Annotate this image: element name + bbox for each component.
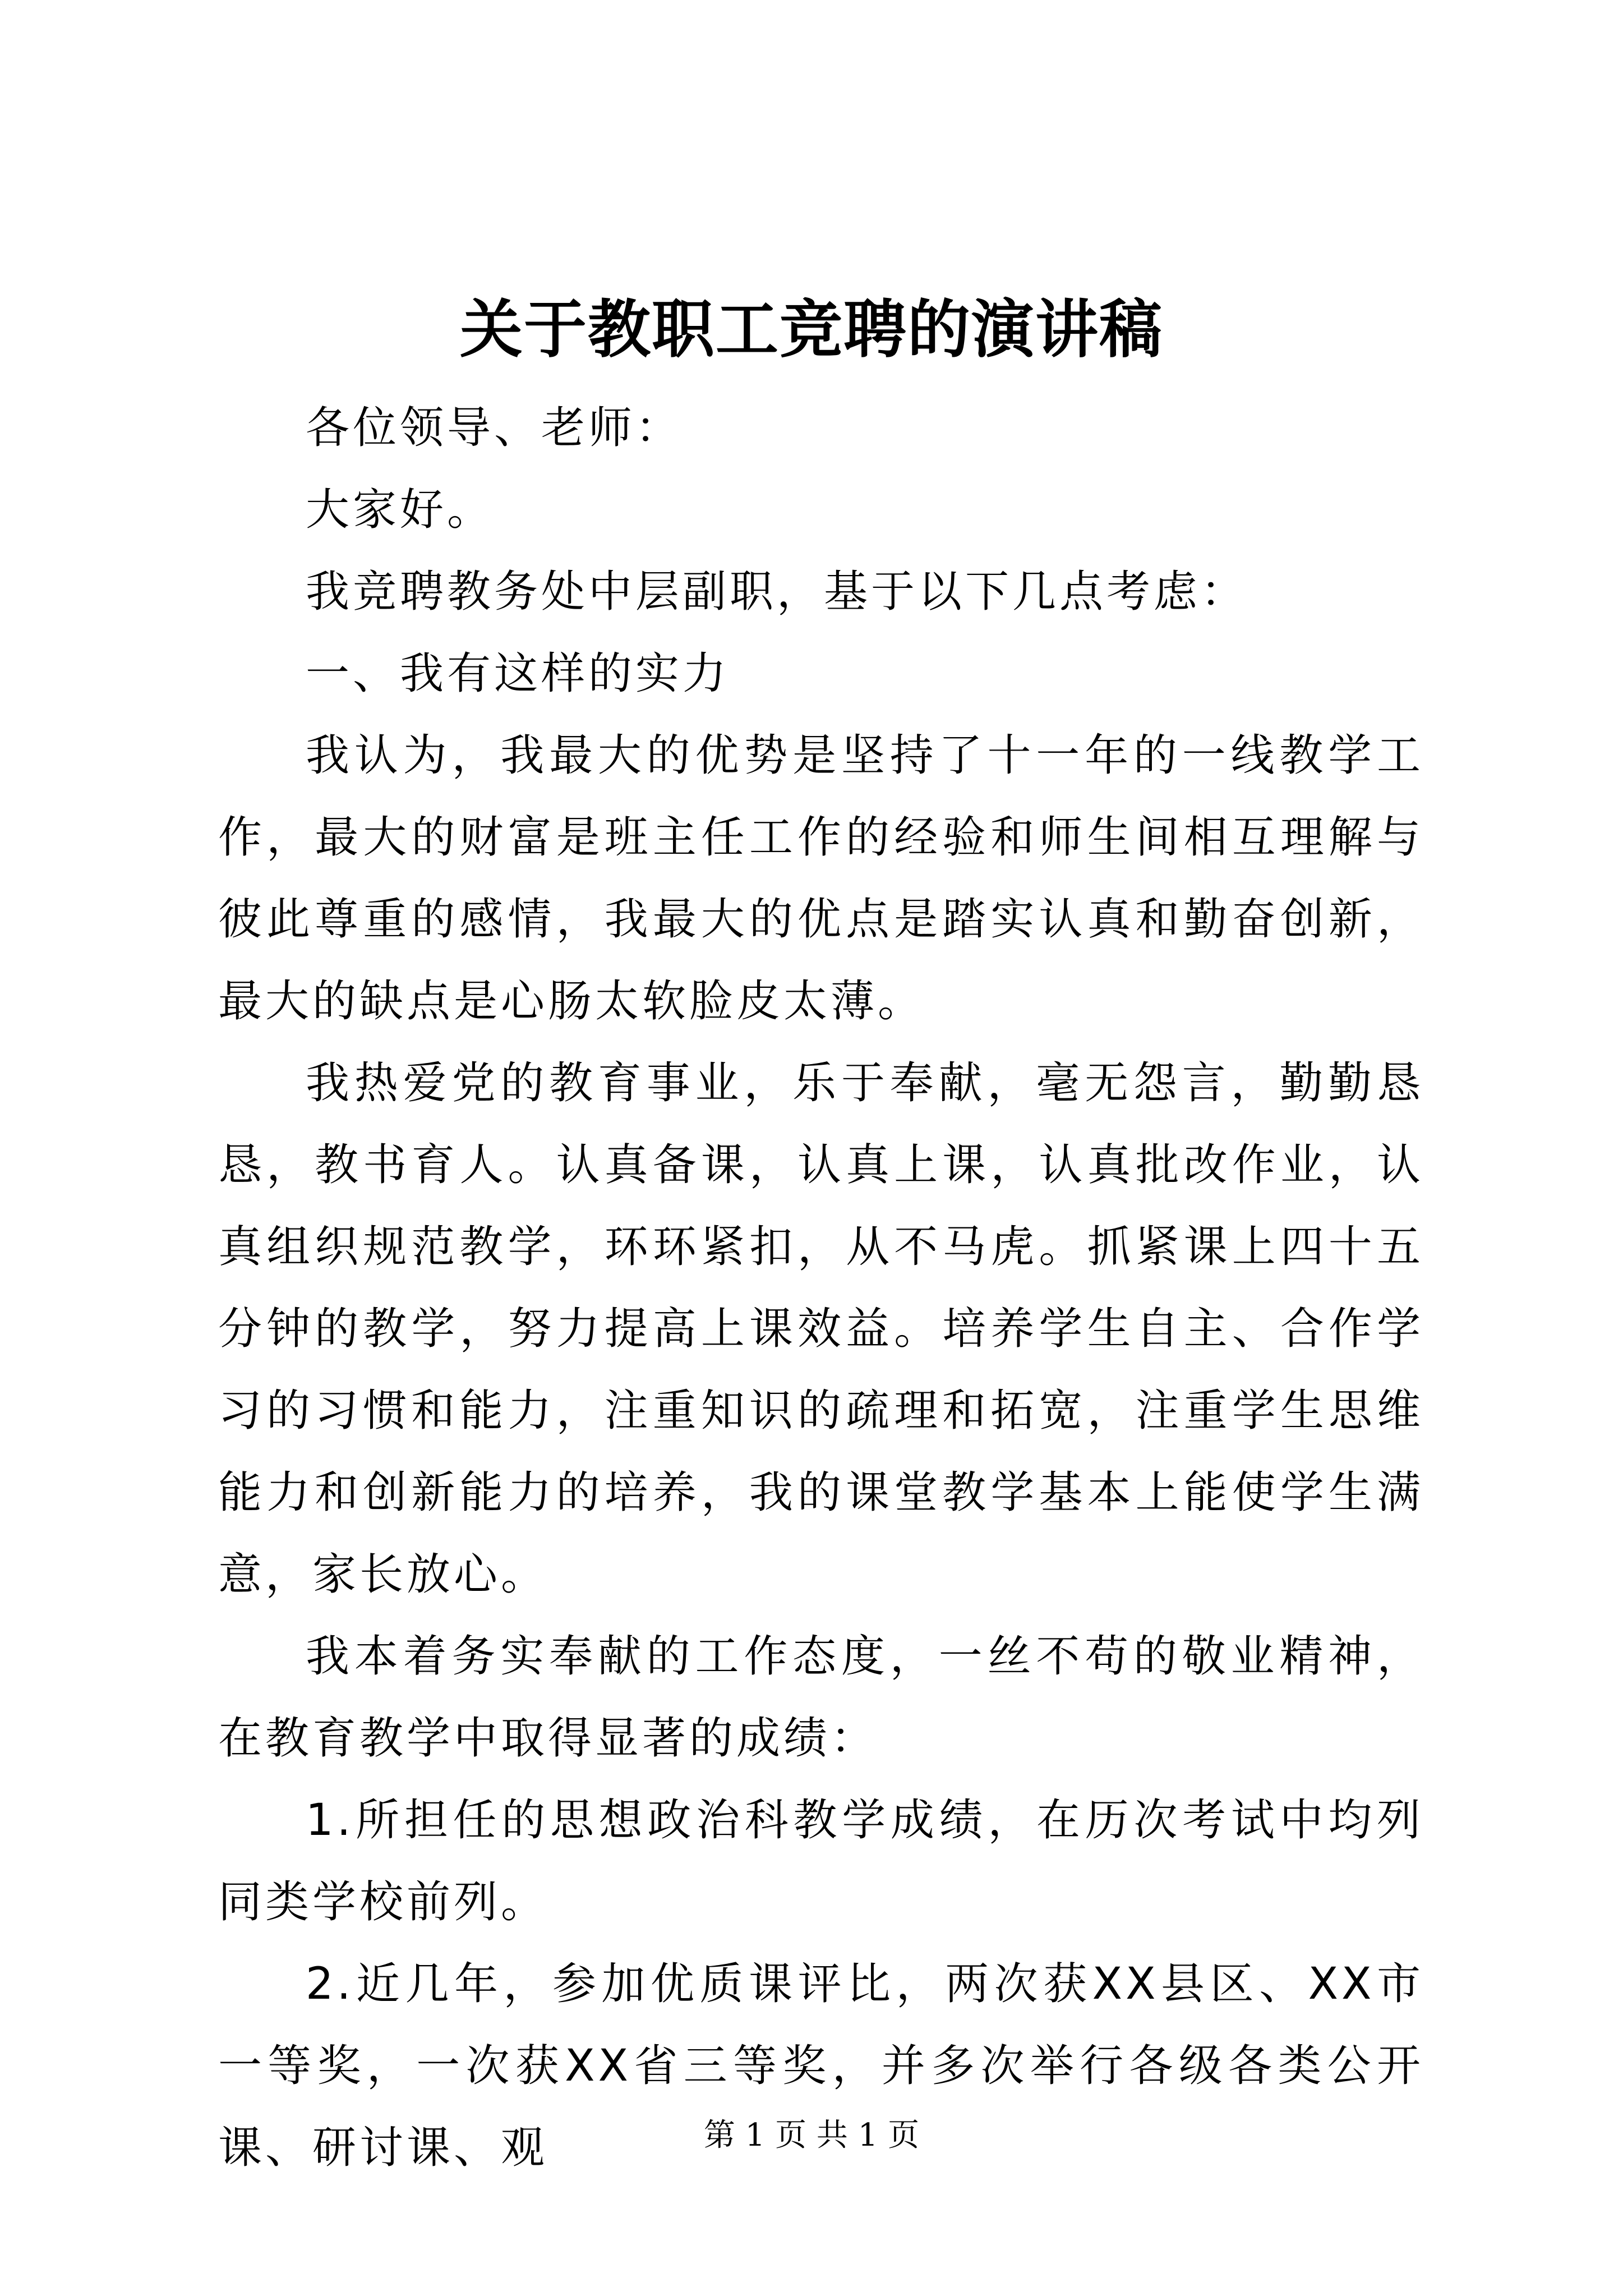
list-item-2: 2.近几年，参加优质课评比，两次获XX县区、XX市一等奖，一次获XX省三等奖，并多次举行各级各类公开课、研讨课、观: [218, 1959, 1424, 2173]
document-body: [218, 387, 1424, 2189]
paragraph-strengths: 我认为，我最大的优势是坚持了十一年的一线教学工作，最大的财富是班主任工作的经验和师生间相互理解与彼此尊重的感情，我最大的优点是踏实认真和勤奋创新，最大的缺点是心肠太软脸皮太薄。: [218, 730, 1424, 1027]
page-footer: 第 1 页 共 1 页: [703, 2117, 920, 2154]
paragraph-intro: 我竞聘教务处中层副职，基于以下几点考虑：: [306, 567, 1248, 617]
paragraph-achievements: 我本着务实奉献的工作态度，一丝不苟的敬业精神，在教育教学中取得显著的成绩：: [218, 1631, 1424, 1764]
section-heading-1: 一、我有这样的实力: [306, 648, 730, 699]
document-title: 关于教职工竞聘的演讲稿: [460, 293, 1163, 366]
paragraph-greeting: 大家好。: [306, 485, 495, 535]
paragraph-dedication: 我热爱党的教育事业，乐于奉献，毫无怨言，勤勤恳恳，教书育人。认真备课，认真上课，认真批改作业，认真组织规范教学，环环紧扣，从不马虎。抓紧课上四十五分钟的教学，努力提高上课效益。培养学生自主、合作学习的习惯和能力，注重知识的疏理和拓宽，注重学生思维能力和创新能力的培养，我的课堂教学基本上能使学生满意，家长放心。: [218, 1058, 1424, 1600]
list-item-1: 1.所担任的思想政治科教学成绩，在历次考试中均列同类学校前列。: [218, 1795, 1424, 1927]
paragraph-salutation: 各位领导、老师：: [306, 403, 683, 453]
